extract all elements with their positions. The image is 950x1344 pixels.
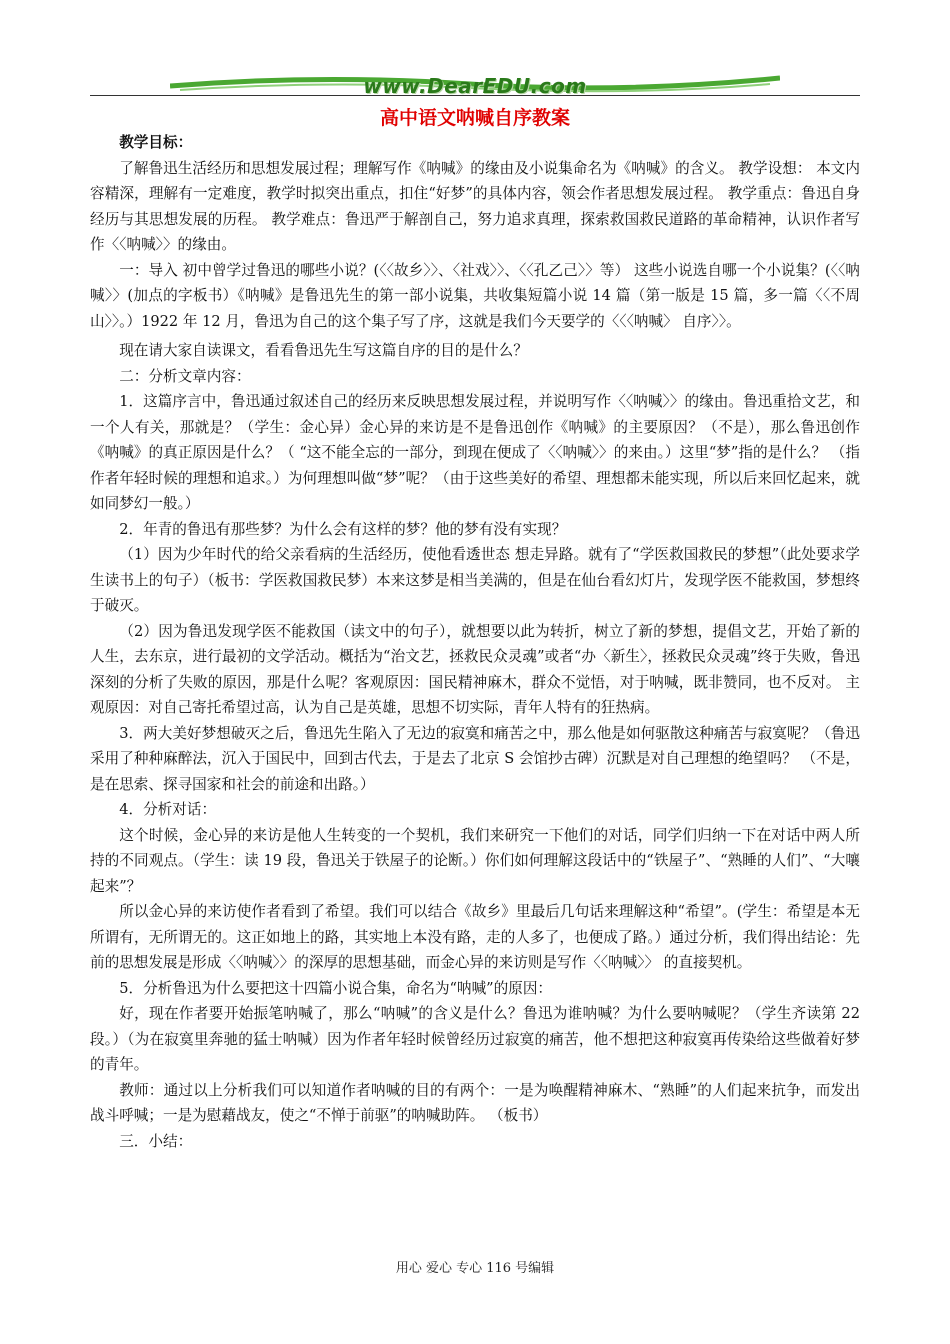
page-footer: 用心 爱心 专心 116 号编辑 xyxy=(395,1261,555,1276)
paragraph: 所以金心异的来访使作者看到了希望。我们可以结合《故乡》里最后几句话来理解这种“希望”。(学生：希望是本无所谓有，无所谓无的。这正如地上的路，其实地上本没有路，走的人多了，也便成了路。）通过分析，我们得出结论：先前的思想发展是形成〈〈呐喊〉〉的深厚的思想基础，而金心异的来访则是写作〈〈呐喊〉〉 的直接契机。 xyxy=(90,903,860,971)
section-teaching-goals: 教学目标： xyxy=(119,134,193,151)
paragraph: 好，现在作者要开始振笔呐喊了，那么“呐喊”的含义是什么？鲁迅为谁呐喊？为什么要呐喊呢？（学生齐读第 22 段。）（为在寂寞里奔驰的猛士呐喊）因为作者年轻时候曾经历过寂寞的痛苦，他不想把这种寂寞再传染给这些做着好梦的青年。 xyxy=(90,1005,860,1073)
paragraph: 了解鲁迅生活经历和思想发展过程；理解写作《呐喊》的缘由及小说集命名为《呐喊》的含义。 教学设想： 本文内容精深，理解有一定难度，教学时拟突出重点，扣住“好梦”的具体内容，领会作者思想发展过程。 教学重点：鲁迅自身经历与其思想发展的历程。 教学难点：鲁迅严于解剖自己，努力追求真理，探索救国救民道路的革命精神，认识作者写作〈〈呐喊〉〉的缘由。 xyxy=(90,159,860,253)
paragraph: 教师：通过以上分析我们可以知道作者呐喊的目的有两个：一是为唤醒精神麻木、“熟睡”的人们起来抗争，而发出战斗呼喊；一是为慰藉战友，使之“不惮于前驱”的呐喊助阵。 （板书） xyxy=(90,1081,860,1124)
paragraph: 一：导入 初中曾学过鲁迅的哪些小说？(〈〈故乡〉〉、〈社戏〉〉、〈〈孔乙己〉〉等） 这些小说选自哪一个小说集？(〈〈呐喊〉〉(加点的字板书）《呐喊》是鲁迅先生的第一部小说集，共收集短篇小说 14 篇（第一版是 15 篇，多一篇〈〈不周山〉〉。）1922 年 12 月，鲁迅为自己的这个集子写了序，这就是我们今天要学的〈〈〈呐喊〉 自序〉〉。 xyxy=(90,261,860,330)
site-url: www.DearEDU.com xyxy=(363,74,587,98)
section-heading: 三．小结： xyxy=(119,1132,193,1150)
paragraph: 1．这篇序言中，鲁迅通过叙述自己的经历来反映思想发展过程，并说明写作〈〈呐喊〉〉的缘由。鲁迅重拾文艺，和一个人有关，那就是？（学生：金心异）金心异的来访是不是鲁迅创作《呐喊》的主要原因？（不是），那么鲁迅创作《呐喊》的真正原因是什么？（ “这不能全忘的一部分，到现在便成了〈〈呐喊〉〉的来由。）这里“梦”指的是什么？ （指作者年轻时候的理想和追求。）为何理想叫做“梦”呢？（由于这些美好的希望、理想都未能实现，所以后来回忆起来，就如同梦幻一般。） xyxy=(90,393,860,512)
header-divider xyxy=(90,95,860,96)
paragraph: （1）因为少年时代的给父亲看病的生活经历，使他看透世态 想走异路。就有了“学医救国救民的梦想”（此处要求学生读书上的句子）（板书：学医救国救民梦）本来这梦是相当美满的，但是在仙台看幻灯片，发现学医不能救国，梦想终于破灭。 xyxy=(90,546,860,614)
document-title: 高中语文呐喊自序教案 xyxy=(379,107,570,129)
paragraph: （2）因为鲁迅发现学医不能救国（读文中的句子），就想要以此为转折，树立了新的梦想，提倡文艺，开始了新的人生，去东京，进行最初的文学活动。概括为“治文艺，拯救民众灵魂”或者“办〈新生〉，拯救民众灵魂”终于失败，鲁迅深刻的分析了失败的原因，那是什么呢？客观原因：国民精神麻木，群众不觉悟，对于呐喊，既非赞同，也不反对。 主观原因：对自己寄托希望过高，认为自己是英雄，思想不切实际，青年人特有的狂热病。 xyxy=(90,622,860,716)
section-heading: 二：分析文章内容： xyxy=(119,367,251,385)
document-body xyxy=(90,130,860,1154)
section-heading: 5．分析鲁迅为什么要把这十四篇小说合集，命名为“呐喊”的原因： xyxy=(119,979,553,997)
paragraph: 3．两大美好梦想破灭之后，鲁迅先生陷入了无边的寂寞和痛苦之中，那么他是如何驱散这种痛苦与寂寞呢？（鲁迅采用了种种麻醉法，沉入于国民中，回到古代去，于是去了北京 S 会馆抄古碑）沉默是对自己理想的绝望吗？ （不是，是在思索、探寻国家和社会的前途和出路。） xyxy=(90,724,860,793)
paragraph: 这个时候，金心异的来访是他人生转变的一个契机，我们来研究一下他们的对话，同学们归纳一下在对话中两人所持的不同观点。（学生：读 19 段，鲁迅关于铁屋子的论断。）你们如何理解这段话中的“铁屋子”、“熟睡的人们”、“大嚷起来”？ xyxy=(90,826,860,895)
section-heading: 4．分析对话： xyxy=(119,801,217,818)
paragraph: 2．年青的鲁迅有那些梦？为什么会有这样的梦？他的梦有没有实现？ xyxy=(119,520,567,538)
paragraph: 现在请大家自读课文，看看鲁迅先生写这篇自序的目的是什么？ xyxy=(119,342,528,359)
